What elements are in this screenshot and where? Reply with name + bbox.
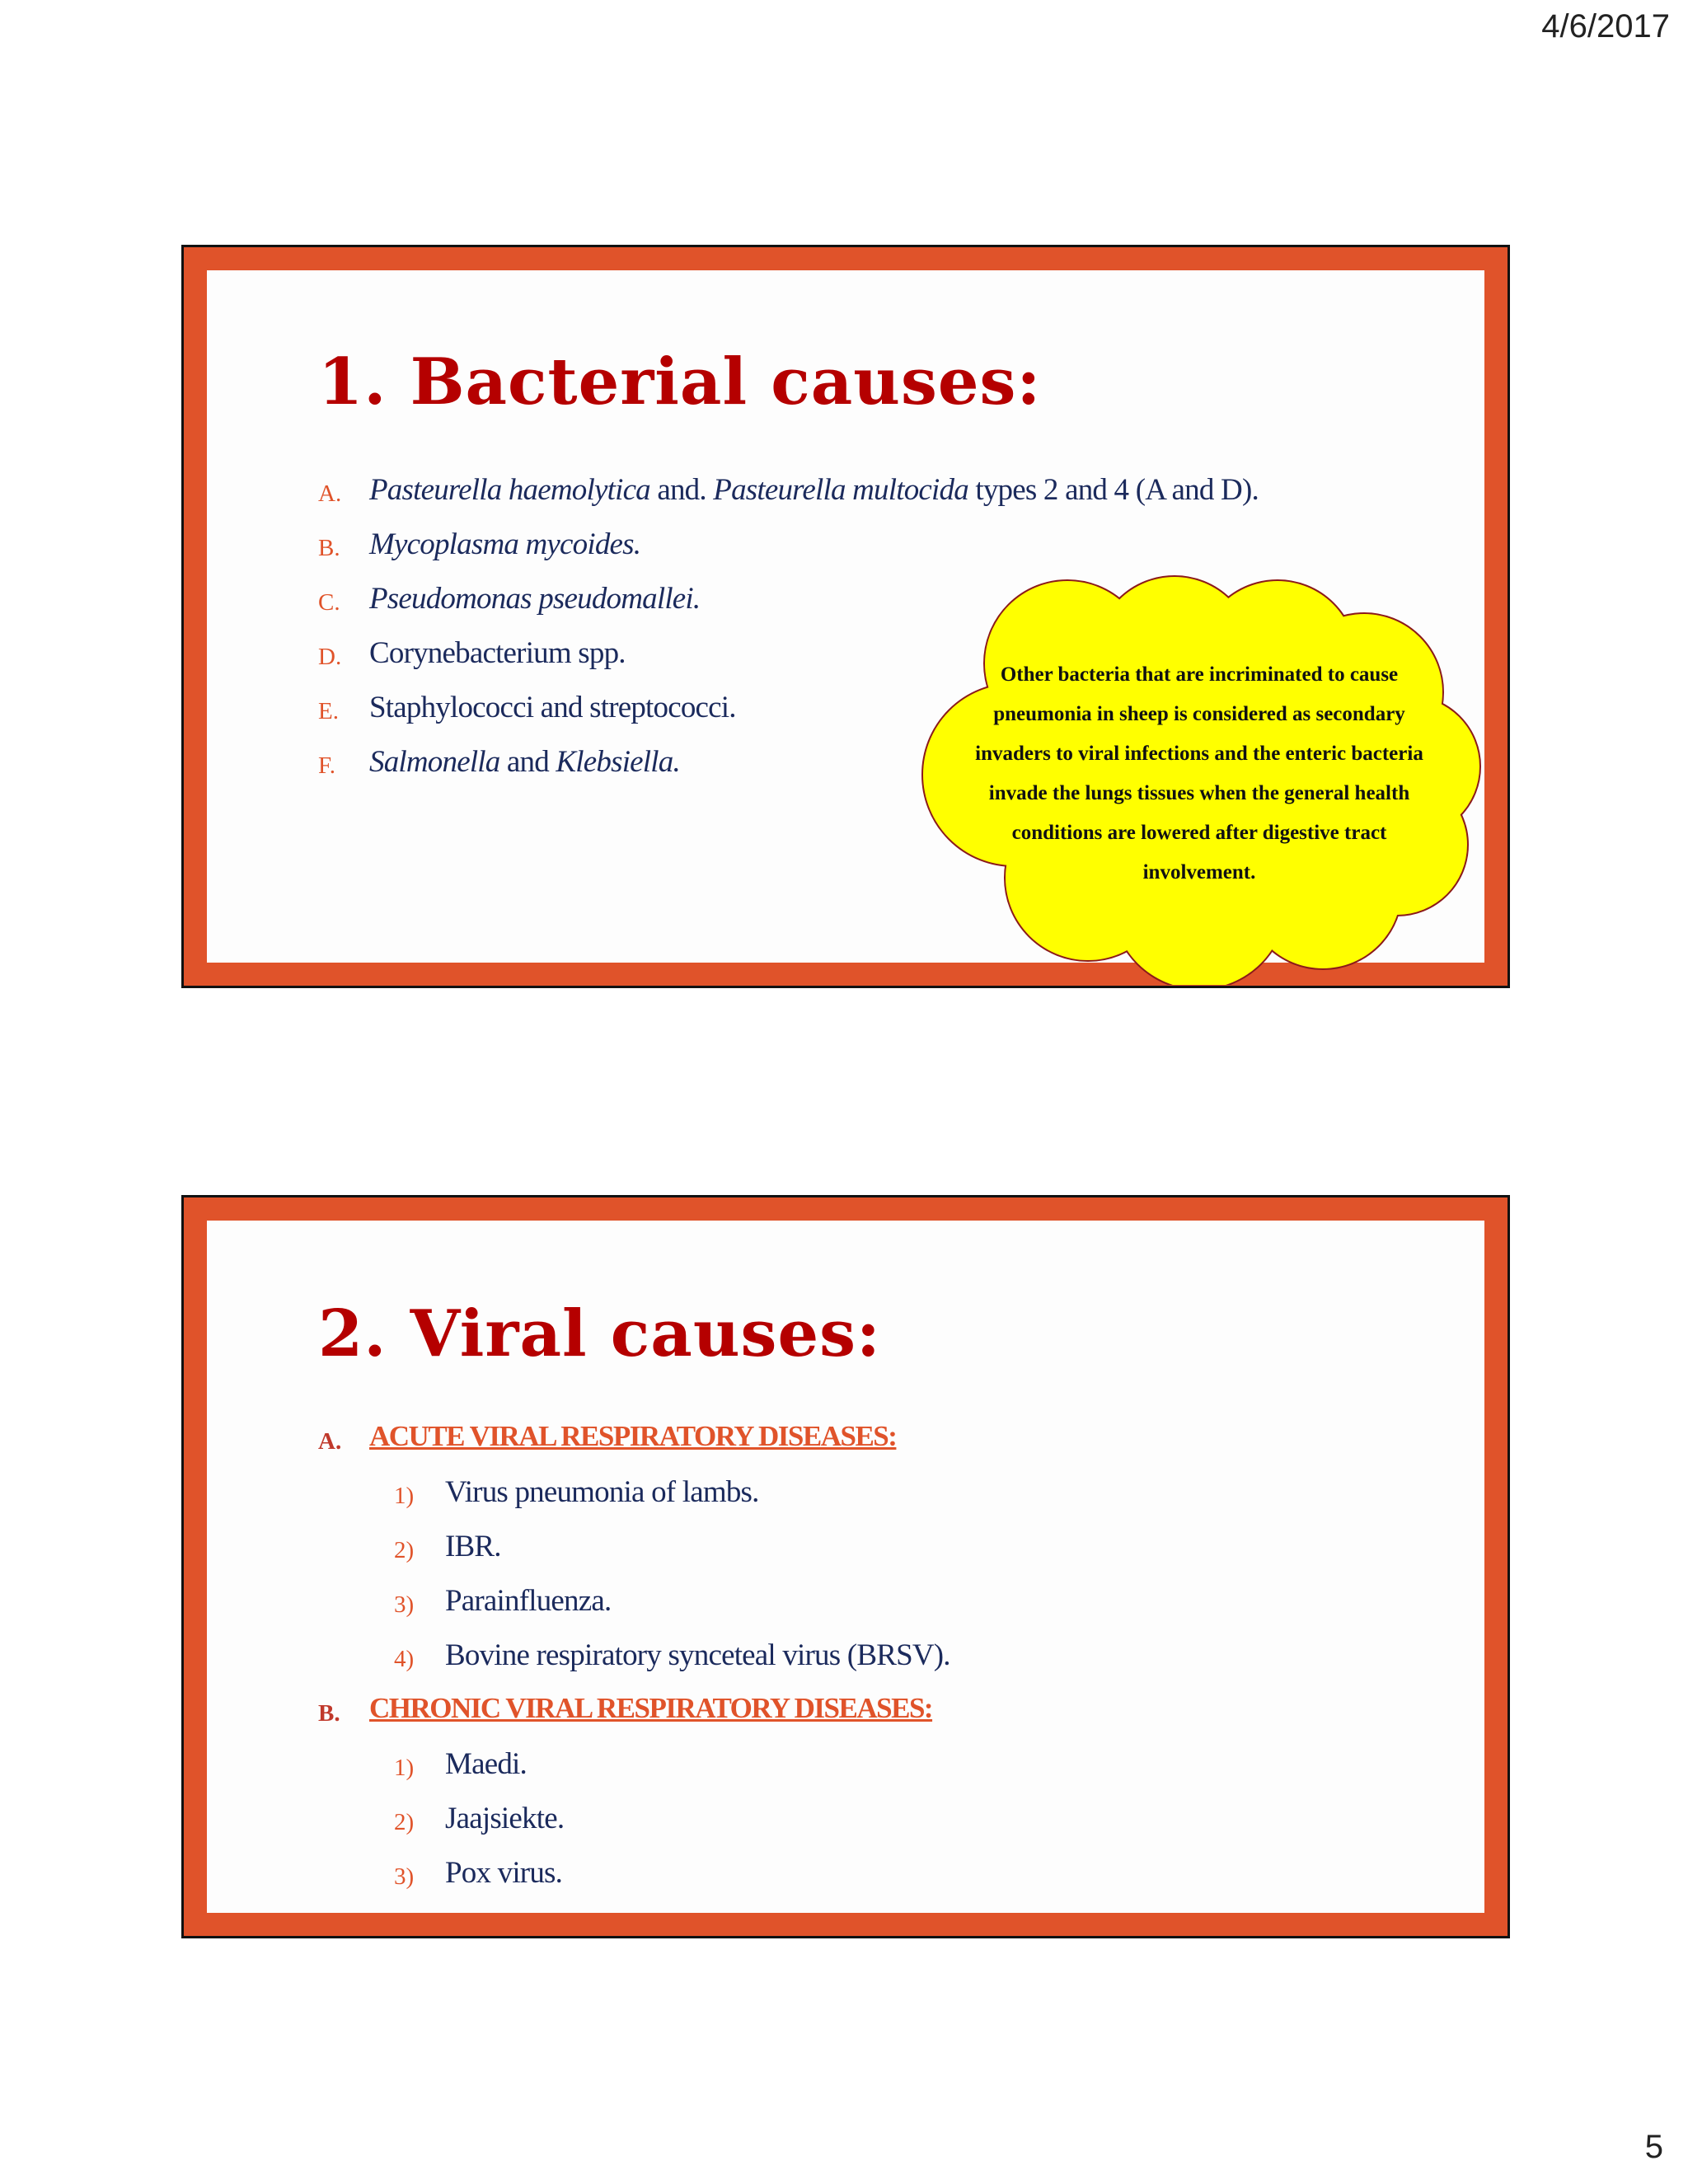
list-marker: A. [318,480,342,507]
slide-title: 1. Bacterial causes: [318,344,1042,419]
list-marker: C. [318,589,340,616]
group-heading [318,1420,897,1474]
list-item-text: Mycoplasma mycoides. [369,527,641,561]
list-item [318,1801,565,1855]
list-marker: 3) [394,1591,415,1618]
list-marker: 2) [394,1537,415,1563]
list-item-text: Jaajsiekte. [445,1802,565,1835]
cloud-callout [903,565,1504,985]
slide-content [207,1221,1484,1913]
group-heading-text: ACUTE VIRAL RESPIRATORY DISEASES: [369,1420,897,1452]
list-item [318,1746,527,1801]
list-item-text: IBR. [445,1530,501,1563]
list-marker: 1) [394,1755,415,1781]
list-item-text: Pasteurella haemolytica and. Pasteurella multocida types 2 and 4 (A and D). [369,473,1259,507]
list-item-text: Corynebacterium spp. [369,636,626,670]
group-heading [318,1692,933,1746]
list-marker: 3) [394,1863,415,1890]
list-item-text: Pox virus. [445,1856,563,1890]
list-marker: B. [318,535,340,561]
slide-title: 2. Viral causes: [318,1296,881,1371]
list-marker: B. [318,1700,340,1727]
list-marker: D. [318,644,342,670]
list-item [318,1474,759,1529]
list-item-text: Maedi. [445,1747,527,1781]
slide-viral-causes [181,1195,1510,1938]
page-date: 4/6/2017 [1541,8,1670,45]
list-item-text: Staphylococci and streptococci. [369,691,736,724]
list-marker: 1) [394,1483,415,1509]
list-item-text: Parainfluenza. [445,1584,612,1618]
list-marker: A. [318,1428,342,1455]
list-item-text: Bovine respiratory synceteal virus (BRSV). [445,1638,950,1672]
list-marker: 2) [394,1809,415,1835]
cloud-callout-text: Other bacteria that are incriminated to cause pneumonia in sheep is considered as secondary invaders to viral infections and the enteric bacteria invade the lungs tissues when the general health conditions are lowered after digestive tract involvement. [975,663,1423,883]
viral-causes-list [318,1420,950,1910]
list-item-text: Salmonella and Klebsiella. [369,745,680,779]
list-item-text: Virus pneumonia of lambs. [445,1475,759,1509]
page-number: 5 [1644,2129,1663,2165]
list-marker: E. [318,698,339,724]
list-item [318,1638,950,1692]
list-item [318,1529,501,1583]
list-item [318,1583,612,1638]
list-marker: F. [318,752,336,779]
list-item-text: Pseudomonas pseudomallei. [369,582,701,616]
list-marker: 4) [394,1646,415,1672]
list-item [318,1855,563,1910]
group-heading-text: CHRONIC VIRAL RESPIRATORY DISEASES: [369,1692,933,1724]
